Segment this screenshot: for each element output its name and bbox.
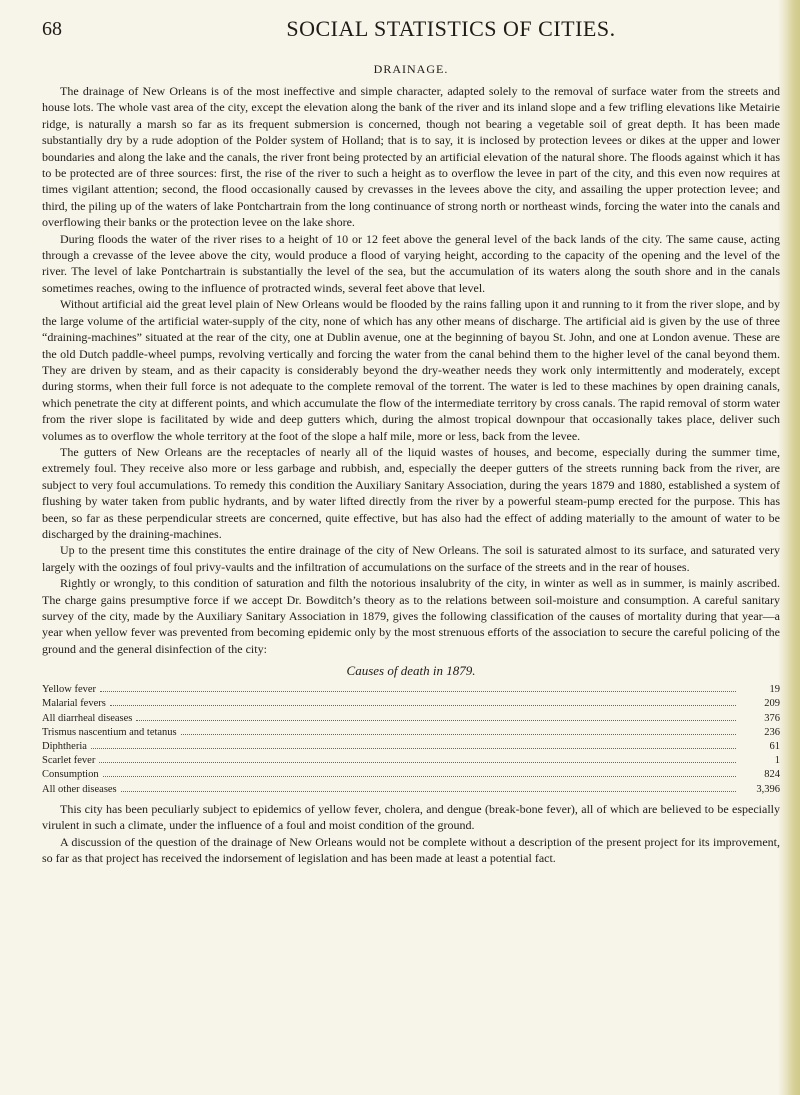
paragraph: Rightly or wrongly, to this condition of saturation and filth the notorious insalubrity of the city, in winter as well as in summer, is mainly ascribed. The charge gains presumptive force if we accept Dr. Bowditch’s theory as to the relations between soil-moisture and consumption. A careful sanitary survey of the city, made by the Auxiliary Sanitary Association in 1879, gives the following classification of the causes of mortality during that year—a year when yellow fever was prevented from becoming epidemic only by the most strenuous efforts of the association to secure the careful policing of the ground and the general disinfection of the city: xyxy=(42,576,780,656)
paragraph: This city has been peculiarly subject to epidemics of yellow fever, cholera, and dengue (break-bone fever), all of which are believed to be especially virulent in such a climate, under the influence of a foul and moist condition of the ground. xyxy=(42,801,780,833)
running-head: SOCIAL STATISTICS OF CITIES. xyxy=(286,16,616,41)
cause-label: Trismus nascentium and tetanus xyxy=(42,726,177,738)
dot-leader xyxy=(103,776,736,777)
closing-text xyxy=(42,801,780,867)
dot-leader xyxy=(181,734,736,735)
body-text xyxy=(42,83,780,657)
cause-label: Scarlet fever xyxy=(42,755,96,767)
paragraph: A discussion of the question of the drainage of New Orleans would not be complete without a description of the present project for its improvement, so far as that project has received the indorsement of legislation and has been made at least a potential fact. xyxy=(42,834,780,866)
page-edge-shading xyxy=(778,0,800,1095)
cause-value: 236 xyxy=(764,726,780,738)
cause-label: Consumption xyxy=(42,769,99,781)
causes-table xyxy=(42,683,780,797)
book-page xyxy=(42,0,780,1095)
table-row xyxy=(42,697,780,711)
paragraph: The gutters of New Orleans are the receptacles of nearly all of the liquid wastes of houses, and become, especially during the summer time, extremely foul. They receive also more or less garbage and rubbish, and, especially the deeper gutters of the streets running back from the river, are subject to very foul accumulations. To remedy this condition the Auxiliary Sanitary Association, during the years 1879 and 1880, established a system of flushing by water taken from public hydrants, and by water lifted directly from the river by a powerful steam-pump erected for the purpose. This has been, so far as these perpendicular streets are concerned, quite effective, but has also had the effect of adding materially to the amount of water to be discharged by the draining-machines. xyxy=(42,444,780,541)
cause-value: 61 xyxy=(769,741,780,753)
paragraph: Without artificial aid the great level plain of New Orleans would be flooded by the rains falling upon it and running to it from the river slope, and by the large volume of the artificial water-supply of the city, none of which has any other means of discharge. The artificial aid is given by the use of three “draining-machines” situated at the rear of the city, one at Dublin avenue, one at the beginning of bayou St. John, and one at London avenue. These are the old Dutch paddle-wheel pumps, revolving vertically and forcing the water from the canal behind them to the higher level of the canal beyond them. They are driven by steam, and as their capacity is considerably beyond the dry-weather needs they work only intermittently and moderately, except during storms, when their full force is not adequate to the complete removal of the torrent. The water is led to these machines by open draining canals, which penetrate the city at different points, and which accumulate the flow of the intermediate territory by cross canals. The rapid removal of storm water from the river slope is facilitated by wide and deep gutters which, during the almost tropical downpour that occasionally takes place, deliver such volumes as to overflow the whole territory at the foot of the slope a half mile, more or less, back from the levee. xyxy=(42,297,780,443)
cause-label: All diarrheal diseases xyxy=(42,712,133,724)
dot-leader xyxy=(110,705,736,706)
cause-value: 824 xyxy=(764,769,780,781)
section-title: DRAINAGE. xyxy=(373,62,449,76)
cause-label: Yellow fever xyxy=(42,684,97,696)
cause-value: 19 xyxy=(769,684,780,696)
table-row xyxy=(42,683,780,697)
table-row xyxy=(42,712,780,726)
cause-label: All other diseases xyxy=(42,783,117,795)
paragraph: Up to the present time this constitutes the entire drainage of the city of New Orleans. The soil is saturated almost to its surface, and saturated very largely with the oozings of foul privy-vaults and the infiltration of accumulations on the surface of the streets and in the rear of houses. xyxy=(42,543,780,574)
paragraph: The drainage of New Orleans is of the most ineffective and simple character, adapted solely to the removal of surface water from the streets and house lots. The whole vast area of the city, except the elevation along the bank of the river and its inland slope and a few trifling elevations like Metairie ridge, is naturally a marsh so far as its frequent submersion is concerned, though not bearing a vegetable soil of great depth. It has been made substantially dry by a rude adoption of the Polder system of Holland; that is to say, it is inclosed by protection levees or dikes at the upper and lower boundaries and along the lake and the canals, the river front being protected by an artificial elevation of the natural shore. The floods against which it has to be protected are of three sources: first, the rise of the river to such a height as to overflow the levee in part of the city, and this even now requires at times vigilant attention; second, the flood occasionally caused by crevasses in the levees above the city, and assailing the upper protection levee; and third, the piling up of the waters of lake Pontchartrain from the long continuance of strong north or northeast winds, forcing the water into the canals and overflowing their banks or the protection levee on the lake shore. xyxy=(42,84,780,230)
cause-value: 1 xyxy=(774,755,780,767)
dot-leader xyxy=(91,748,736,749)
dot-leader xyxy=(136,720,736,721)
table-row xyxy=(42,726,780,740)
dot-leader xyxy=(121,791,736,792)
table-row xyxy=(42,783,780,797)
page-number: 68 xyxy=(42,18,62,40)
cause-value: 209 xyxy=(764,698,780,710)
table-row xyxy=(42,740,780,754)
page-header xyxy=(42,0,780,48)
causes-table-caption: Causes of death in 1879. xyxy=(346,663,476,679)
dot-leader xyxy=(100,691,736,692)
table-row xyxy=(42,754,780,768)
cause-value: 3,396 xyxy=(756,783,780,795)
dot-leader xyxy=(99,762,736,763)
table-row xyxy=(42,768,780,782)
cause-value: 376 xyxy=(764,712,780,724)
paragraph: During floods the water of the river rises to a height of 10 or 12 feet above the general level of the back lands of the city. The same cause, acting through a crevasse of the levee above the city, would produce a flood of varying height, according to the capacity of the opening and the level of the river. The level of lake Pontchartrain is substantially the level of the sea, but the accumulation of its waters along the south shore and in the canals sometimes reaches, owing to the influence of protracted winds, several feet above that level. xyxy=(42,231,780,295)
cause-label: Diphtheria xyxy=(42,741,87,753)
cause-label: Malarial fevers xyxy=(42,698,106,710)
